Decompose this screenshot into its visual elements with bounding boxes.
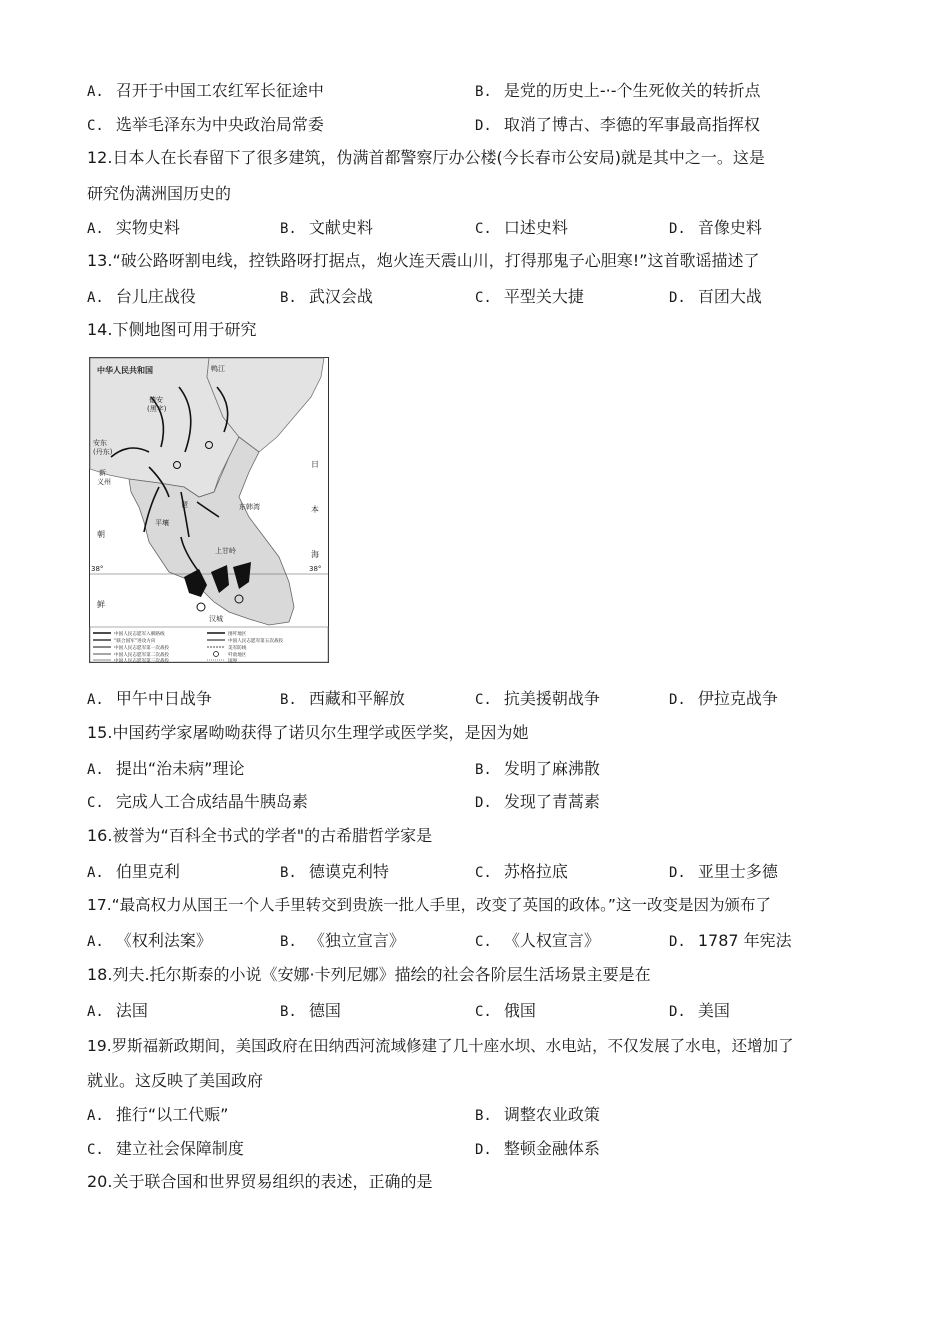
option-c: C. 口述史料 bbox=[475, 218, 568, 237]
option-a: A. 法国 bbox=[87, 1001, 148, 1020]
q18-options bbox=[87, 1000, 887, 1022]
legend-text-10: 国界 bbox=[228, 659, 238, 663]
map-label-city3b: 义州 bbox=[97, 478, 111, 486]
map-label-west2: 鲜 bbox=[97, 600, 105, 609]
option-a: A. 召开于中国工农红军长征途中 bbox=[87, 81, 324, 100]
option-d: D. 1787 年宪法 bbox=[669, 931, 792, 950]
q12-stem-line2: 研究伪满洲国历史的 bbox=[87, 184, 232, 203]
option-c: C. 选举毛泽东为中央政治局常委 bbox=[87, 115, 324, 134]
map-label-city1a: 德安 bbox=[149, 396, 163, 404]
option-b: B. 文献史料 bbox=[280, 218, 373, 237]
option-c: C. 建立社会保障制度 bbox=[87, 1139, 244, 1158]
map-label-pyongyang: 平壤 bbox=[155, 519, 169, 527]
option-b: B. 德谟克利特 bbox=[280, 862, 389, 881]
legend-text-1: 中国人民志愿军入朝路线 bbox=[114, 632, 165, 637]
q15-options-row2 bbox=[87, 791, 887, 813]
map-label-seoul: 汉城 bbox=[209, 615, 223, 623]
q16-stem: 16.被誉为“百科全书式的学者"的古希腊哲学家是 bbox=[87, 826, 433, 845]
legend-text-4: 中国人民志愿军第二次战役 bbox=[114, 653, 170, 658]
map-label-japan3: 海 bbox=[311, 550, 319, 559]
option-a: A. 推行“以工代赈” bbox=[87, 1105, 229, 1124]
option-d: D. 伊拉克战争 bbox=[669, 689, 778, 708]
q13-options bbox=[87, 286, 887, 308]
map-label-city2b: (丹东) bbox=[93, 448, 113, 456]
map-label-junk: 琶 bbox=[181, 501, 188, 509]
legend-text-2: “联合国军”进攻方向 bbox=[114, 639, 156, 644]
legend-text-7: 中国人民志愿军第五次战役 bbox=[228, 639, 284, 644]
option-d: D. 美国 bbox=[669, 1001, 730, 1020]
map-label-city2a: 安东 bbox=[93, 439, 107, 447]
option-b: B. 调整农业政策 bbox=[475, 1105, 600, 1124]
option-d: D. 亚里士多德 bbox=[669, 862, 778, 881]
q19-options-row1 bbox=[87, 1104, 887, 1126]
option-c: C. 平型关大捷 bbox=[475, 287, 584, 306]
option-b: B. 武汉会战 bbox=[280, 287, 373, 306]
map-label-lat-right: 38° bbox=[309, 565, 322, 573]
option-b: B. 《独立宣言》 bbox=[280, 931, 405, 950]
map-label-city3a: 新 bbox=[99, 469, 106, 477]
q19-stem-line2: 就业。这反映了美国政府 bbox=[87, 1071, 264, 1090]
q12-stem-line1: 12.日本人在长春留下了很多建筑，伪满首都警察厅办公楼(今长春市公安局)就是其中之一。这是 bbox=[87, 148, 765, 167]
option-a: A. 提出“治未病”理论 bbox=[87, 759, 245, 778]
option-a: A. 伯里克利 bbox=[87, 862, 180, 881]
q16-options bbox=[87, 861, 887, 883]
q17-options bbox=[87, 930, 887, 952]
option-c: C. 抗美援朝战争 bbox=[475, 689, 600, 708]
option-b: B. 发明了麻沸散 bbox=[475, 759, 600, 778]
q11-options-row2 bbox=[87, 114, 887, 136]
q14-options bbox=[87, 688, 887, 710]
option-c: C. 《人权宣言》 bbox=[475, 931, 600, 950]
q19-stem-line1: 19.罗斯福新政期间，美国政府在田纳西河流域修建了几十座水坝、水电站，不仅发展了水电，还增加了 bbox=[87, 1037, 794, 1055]
legend-text-8: 美军防线 bbox=[228, 646, 247, 651]
option-c: C. 完成人工合成结晶牛胰岛素 bbox=[87, 792, 308, 811]
q13-stem: 13.“破公路呀割电线，控铁路呀打据点，炮火连天震山川，打得那鬼子心胆寒!”这首歌谣描述了 bbox=[87, 251, 760, 270]
legend-text-3: 中国人民志愿军第一次战役 bbox=[114, 646, 170, 651]
legend-text-5: 中国人民志愿军第三次战役 bbox=[114, 659, 170, 663]
option-d: D. 整顿金融体系 bbox=[475, 1139, 600, 1158]
q18-stem: 18.列夫.托尔斯泰的小说《安娜·卡列尼娜》描绘的社会各阶层生活场景主要是在 bbox=[87, 965, 651, 984]
option-a: A. 实物史料 bbox=[87, 218, 180, 237]
q19-options-row2 bbox=[87, 1138, 887, 1160]
map-label-southcity: 上甘岭 bbox=[215, 547, 236, 555]
option-d: D. 音像史料 bbox=[669, 218, 762, 237]
q12-options bbox=[87, 217, 887, 239]
map-label-japan1: 日 bbox=[311, 460, 319, 469]
option-d: D. 取消了博古、李德的军事最高指挥权 bbox=[475, 115, 760, 134]
option-b: B. 是党的历史上-·-个生死攸关的转折点 bbox=[475, 81, 761, 100]
option-b: B. 西藏和平解放 bbox=[280, 689, 405, 708]
map-label-japan2: 本 bbox=[311, 505, 319, 514]
map-label-west1: 朝 bbox=[97, 530, 105, 539]
option-a: A. 甲午中日战争 bbox=[87, 689, 212, 708]
legend-text-9: 歼敌地区 bbox=[228, 653, 247, 658]
option-d: D. 百团大战 bbox=[669, 287, 762, 306]
option-c: C. 俄国 bbox=[475, 1001, 536, 1020]
q15-stem: 15.中国药学家屠呦呦获得了诺贝尔生理学或医学奖，是因为她 bbox=[87, 723, 529, 742]
q15-options-row1 bbox=[87, 758, 887, 780]
option-c: C. 苏格拉底 bbox=[475, 862, 568, 881]
q17-stem: 17.“最高权力从国王一个人手里转交到贵族一批人手里，改变了英国的政体。”这一改变是因为颁布了 bbox=[87, 896, 771, 914]
q20-stem: 20.关于联合国和世界贸易组织的表述，正确的是 bbox=[87, 1172, 433, 1191]
option-a: A. 台儿庄战役 bbox=[87, 287, 196, 306]
option-d: D. 发现了青蒿素 bbox=[475, 792, 600, 811]
map-label-river: 鸭江 bbox=[211, 365, 225, 373]
map-label-city1b: (黑字) bbox=[147, 405, 167, 413]
map-label-lat-left: 38° bbox=[91, 565, 104, 573]
option-a: A. 《权利法案》 bbox=[87, 931, 212, 950]
q14-stem: 14.下侧地图可用于研究 bbox=[87, 320, 257, 339]
option-b: B. 德国 bbox=[280, 1001, 341, 1020]
map-label-sea-east: 东韩湾 bbox=[239, 503, 260, 511]
q11-options-row1 bbox=[87, 80, 887, 102]
map-title: 中华人民共和国 bbox=[97, 366, 153, 375]
legend-text-6: 围歼地区 bbox=[228, 632, 247, 637]
korean-war-map bbox=[89, 357, 329, 663]
